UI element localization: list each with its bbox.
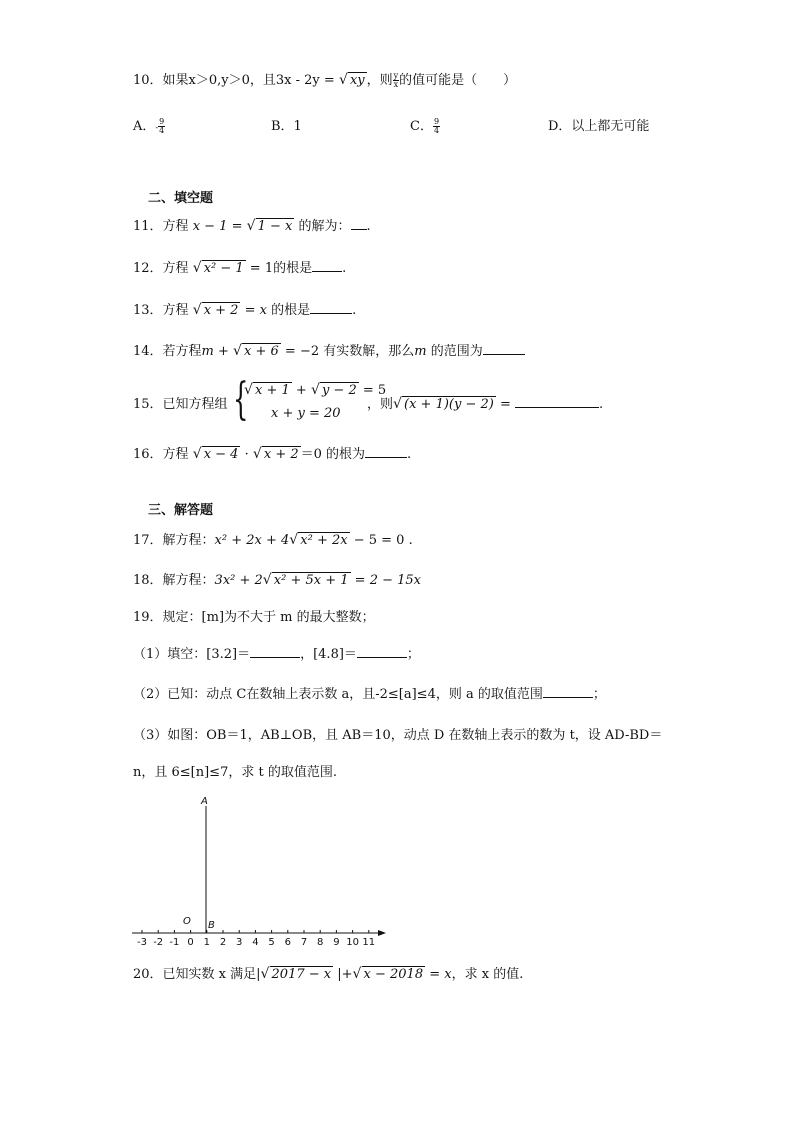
q10-option-d [548, 115, 649, 134]
q15-system-row1 [244, 382, 386, 400]
q19-part-2 [133, 686, 606, 704]
tick-label: 9 [333, 937, 340, 948]
q19-p1-mid: ，[4.8]＝ [300, 647, 357, 662]
q10-radicand: xy [349, 73, 365, 88]
q14-expr: m + [201, 344, 234, 359]
tick-label: -1 [169, 937, 180, 948]
q20-radical-1 [261, 966, 334, 984]
answer-blank [365, 446, 407, 458]
q14-post2: 的范围为 [426, 344, 483, 359]
q14-radical [233, 343, 281, 361]
tick-label: 7 [300, 937, 308, 948]
label-a: A [201, 796, 208, 807]
q20-pre: 20．已知实数 x 满足| [133, 967, 261, 982]
q15-eq2: = [495, 397, 516, 412]
option-label: A． [133, 119, 156, 134]
q19-p1-pre: （1）填空：[3.2]＝ [133, 647, 251, 662]
q13-radical [193, 302, 241, 320]
frac-den: 4 [159, 126, 165, 135]
tick-label: 0 [187, 937, 194, 948]
q17-expr: x² + 2x + 4 [214, 533, 290, 548]
q17-radical [289, 532, 349, 550]
q12-post: 的根是 [273, 261, 313, 276]
q17-post: − 5 = 0 . [349, 533, 413, 548]
q15-radicand-1: x + 1 [255, 383, 290, 398]
question-17 [133, 532, 413, 550]
q12-end: . [342, 261, 347, 276]
label-b: B [208, 920, 215, 931]
label-o: O [183, 916, 191, 927]
q13-eq: = x [240, 303, 267, 318]
q14-m: m [414, 344, 427, 359]
q14-radicand: x + 6 [244, 344, 279, 359]
q17-pre: 17．解方程： [133, 533, 215, 548]
q10-option-c [410, 115, 440, 135]
q12-eq: = 1 [245, 261, 274, 276]
question-16 [133, 446, 411, 464]
answer-blank [543, 686, 593, 698]
option-fraction [433, 118, 440, 135]
q20-post: ，求 x 的值. [451, 967, 524, 982]
q19-p1-end: ； [406, 647, 420, 662]
question-20 [133, 966, 523, 984]
q10-frac-den: x [393, 80, 399, 89]
q11-end: . [366, 219, 371, 234]
number-line-figure [128, 792, 390, 952]
q15-result [367, 396, 603, 414]
tick-label: 2 [219, 937, 227, 948]
tick-label: -2 [153, 937, 164, 948]
q10-option-a [133, 115, 165, 135]
q10-text-mid: ，则 [366, 73, 393, 88]
q11-radical [247, 218, 295, 236]
answer-blank [483, 343, 525, 355]
q15-plus: + [291, 383, 311, 398]
option-label: D．以上都无可能 [548, 119, 650, 134]
frac-den: 4 [433, 126, 440, 135]
question-19: 19．规定：[m]为不大于 m 的最大整数； [133, 610, 375, 625]
q15-eq1: = 5 [358, 383, 387, 398]
q15-end: . [599, 397, 604, 412]
question-18 [133, 572, 421, 590]
q11-pre: 11．方程 [133, 219, 193, 234]
q13-pre: 13．方程 [133, 303, 193, 318]
answer-blank [310, 302, 352, 314]
q15-radical-1 [244, 382, 292, 400]
q18-radical [263, 572, 351, 590]
q20-radical-2 [353, 966, 426, 984]
q15-pre: 15．已知方程组 [133, 397, 228, 412]
tick-label: 3 [236, 937, 243, 948]
q19-p2-pre: （2）已知：动点 C在数轴上表示数 a，且-2≤[a]≤4，则 a 的取值范围 [133, 687, 543, 702]
q10-text-post: 的值可能是（ ） [399, 73, 517, 88]
q20-radicand-2: x − 2018 [363, 967, 424, 982]
question-10 [133, 72, 516, 90]
q16-end: . [407, 447, 412, 462]
q11-post: 的解为： [294, 219, 351, 234]
q16-radical-1 [193, 446, 241, 464]
option-fraction [158, 118, 165, 135]
q10-radical [339, 72, 367, 90]
q12-radicand: x² − 1 [203, 261, 244, 276]
q18-radicand: x² + 5x + 1 [273, 573, 349, 588]
q13-post: 的根是 [266, 303, 311, 318]
q18-post: = 2 − 15x [350, 573, 421, 588]
q15-radical-2 [311, 382, 359, 400]
q17-radicand: x² + 2x [300, 533, 348, 548]
q13-radicand: x + 2 [203, 303, 239, 318]
tick-label: 4 [252, 937, 259, 948]
q20-mid: |+ [333, 967, 353, 982]
q16-radicand-1: x − 4 [203, 447, 239, 462]
q14-pre: 14．若方程 [133, 344, 202, 359]
q16-eq: ＝0 的根为 [300, 447, 366, 462]
q10-option-b [271, 115, 302, 134]
option-label: C． [410, 119, 433, 134]
frac-num: 9 [159, 117, 165, 126]
q15-radicand-2: y − 2 [321, 383, 357, 398]
q20-eq: = x [425, 967, 452, 982]
q15-radical-3 [393, 396, 496, 414]
q16-dot: · [240, 447, 253, 462]
q19-p2-end: ； [592, 687, 606, 702]
question-11 [133, 218, 371, 236]
q20-radicand-1: 2017 − x [271, 967, 332, 982]
frac-num: 9 [433, 117, 440, 126]
q18-expr: 3x² + 2 [214, 573, 263, 588]
q14-post: 有实数解，那么 [319, 344, 415, 359]
section-3-title: 三、解答题 [148, 503, 214, 518]
q12-radical [193, 260, 246, 278]
tick-label: 6 [284, 937, 291, 948]
tick-label: 1 [203, 937, 210, 948]
question-14 [133, 343, 525, 361]
q10-frac-num: y [393, 71, 399, 80]
tick-label: 8 [317, 937, 324, 948]
q19-part-3-line-2: n，且 6≤[n]≤7，求 t 的取值范围. [133, 765, 337, 780]
q16-radical-2 [253, 446, 301, 464]
question-13 [133, 302, 356, 320]
question-15-label [133, 396, 228, 414]
axis-arrow [378, 930, 386, 936]
option-label: B．1 [271, 119, 302, 134]
q16-radicand-2: x + 2 [263, 447, 299, 462]
answer-blank [357, 646, 407, 658]
q19-part-3-line-1: （3）如图：OB＝1，AB⊥OB，且 AB＝10，动点 D 在数轴上表示的数为 t，设 AD-BD＝ [133, 728, 663, 743]
answer-blank [312, 260, 342, 272]
tick-label: 10 [346, 937, 359, 948]
q10-text: 10．如果x＞0,y＞0，且3x - 2y = [133, 73, 339, 88]
answer-blank [351, 218, 367, 230]
q15-system-row2: x + y = 20 [271, 406, 341, 421]
tick-label: -3 [137, 937, 147, 948]
answer-blank [250, 646, 300, 658]
q18-pre: 18．解方程： [133, 573, 215, 588]
question-12 [133, 260, 346, 278]
q19-part-1 [133, 646, 420, 664]
q13-end: . [352, 303, 357, 318]
q11-expr: x − 1 = [192, 219, 247, 234]
system-brace: { [233, 374, 249, 425]
tick-label: 11 [362, 937, 376, 948]
q14-eq: = −2 [280, 344, 320, 359]
q12-pre: 12．方程 [133, 261, 193, 276]
q15-radicand-3: (x + 1)(y − 2) [404, 397, 494, 412]
q16-pre: 16．方程 [133, 447, 193, 462]
q15-post: ，则 [367, 397, 394, 412]
tick-label: 5 [268, 937, 275, 948]
answer-blank [515, 396, 599, 408]
section-2-title: 二、填空题 [148, 191, 214, 206]
q11-radicand: 1 − x [257, 219, 293, 234]
option-sign: - [155, 123, 159, 132]
